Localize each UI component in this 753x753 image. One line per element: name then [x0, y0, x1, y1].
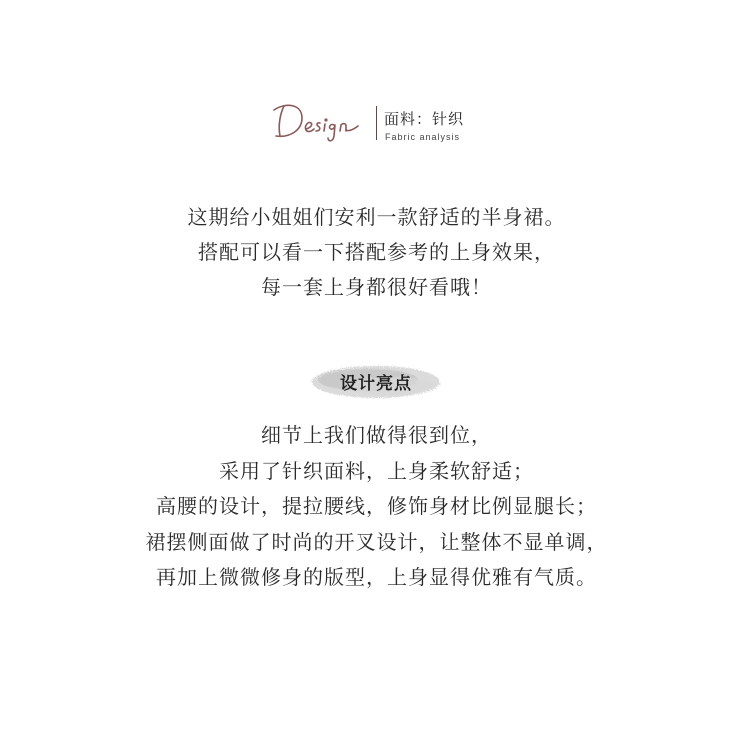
header-divider: [376, 106, 377, 140]
intro-line: 这期给小姐姐们安利一款舒适的半身裙。: [187, 205, 566, 229]
details-line: 采用了针织面料，上身柔软舒适；: [219, 458, 534, 483]
fabric-subtitle: Fabric analysis: [385, 132, 461, 142]
section-heading: [296, 355, 456, 409]
intro-line: 搭配可以看一下搭配参考的上身效果，: [198, 240, 555, 264]
fabric-title: 面料：针织: [384, 110, 465, 128]
intro-paragraph: [0, 200, 753, 305]
details-line: 高腰的设计，提拉腰线，修饰身材比例显腿长；: [156, 494, 597, 518]
details-line: 细节上我们做得很到位，: [261, 423, 492, 447]
section-title: 设计亮点: [340, 374, 412, 394]
intro-line: 每一套上身都很好看哦！: [261, 275, 492, 299]
details-line: 再加上微微修身的版型，上身显得优雅有气质。: [156, 565, 597, 589]
details-paragraph: [0, 418, 753, 596]
design-script-logo: [270, 96, 370, 146]
header: [270, 96, 500, 148]
details-line: 裙摆侧面做了时尚的开叉设计，让整体不显单调，: [145, 529, 608, 554]
